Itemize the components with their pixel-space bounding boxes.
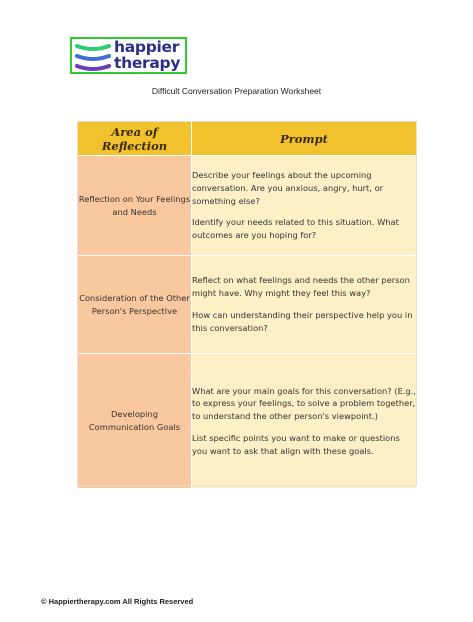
brand-line-2: therapy xyxy=(114,54,181,72)
prompt-text: How can understanding their perspective help you in this conversation? xyxy=(192,310,413,333)
prompt-text: What are your main goals for this conversation? (E.g., to express your feelings, to solve a problem together, to understand the other person's viewpoint.) xyxy=(192,385,416,422)
stripes-logo-icon xyxy=(74,41,112,71)
prompt-text: Describe your feelings about the upcoming conversation. Are you anxious, angry, hurt, or something else? xyxy=(192,170,384,206)
table-row xyxy=(78,156,417,256)
prompt-text: Reflect on what feelings and needs the other person might have. Why might they feel this way? xyxy=(192,275,410,299)
worksheet-title: Difficult Conversation Preparation Worksheet xyxy=(151,86,322,96)
area-cell: Consideration of the Other Person's Perspective xyxy=(78,256,192,354)
area-cell: Reflection on Your Feelings and Needs xyxy=(78,156,192,256)
brand-name xyxy=(114,39,186,71)
reflection-table xyxy=(77,121,417,489)
brand-logo xyxy=(70,37,187,74)
prompt-cell xyxy=(192,256,417,354)
table-header-row xyxy=(78,122,417,156)
area-cell: Developing Communication Goals xyxy=(78,354,192,489)
table-row xyxy=(78,354,417,489)
copyright-footer: © Happiertherapy.com All Rights Reserved xyxy=(41,597,194,606)
column-header-prompt: Prompt xyxy=(192,122,417,156)
prompt-text: List specific points you want to make or questions you want to ask that align with these goals. xyxy=(192,432,400,456)
prompt-cell xyxy=(192,156,417,256)
prompt-cell xyxy=(192,354,417,489)
brand-line-1: happier xyxy=(114,38,180,56)
prompt-text: Identify your needs related to this situation. What outcomes are you hoping for? xyxy=(192,217,399,241)
column-header-area: Area of Reflection xyxy=(78,122,192,156)
table-row xyxy=(78,256,417,354)
